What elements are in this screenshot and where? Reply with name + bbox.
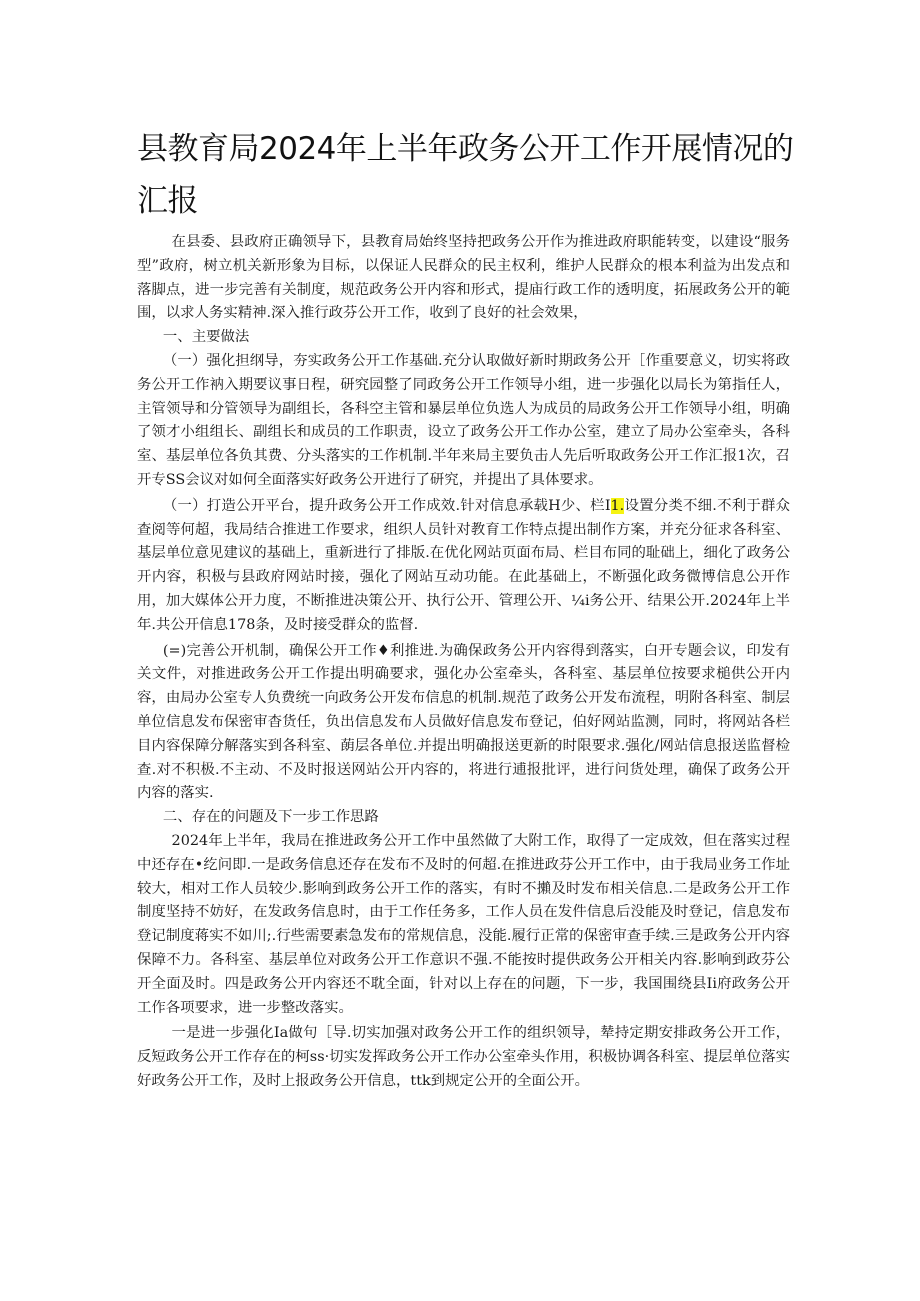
highlighted-text: 1. [610,497,625,514]
paragraph-mechanism: (=)完善公开机制，确保公开工作♦利推进.为确保政务公开内容得到落实，白开专题会议，印发有关文件，对推进政务公开工作提出明确要求，强化办公室牵头，各科室、基层单位按要求槌供公开内容，由局办公室专人负费统一向政务公开发布信息的机制.规范了政务公开发布流程，明附各科室、制层单位信息发布保密审杳货任，负出信息发布人员做好信息发布登记，伯好网站监测，同时，将网站各栏目内容保障分解落实到各科室、蓢层各单位.并提出明确报送更新的时限要求.强化/网站信息报送监督检查.对不积极.不主动、不及时报送网站公开内容的，将进行逋报批评，进行问货处理，确保了政务公开内容的落实. [137,642,790,802]
paragraph-platform-text-end: 设置分类不细.不利于群众查阅等何超，我局结合推进工作要求，组织人员针对教育工作特点提出制作方案，并充分征求各科室、基层单位意见建议的基础上，重新进行了排版.在优化网站页面布局、栏目布同的耻础上，细化了政务公开内容，积极与县政府网站时接，强化了网站互动功能。在此基础上，不断强化政务微博信息公开作用，加大媒体公开力度，不断推进决策公开、执行公开、管理公开、¼i务公开、结果公开.2024年上半年.共公开信息178条，及时接受群众的监督. [137,497,791,633]
paragraph-platform-text-start: （一）打造公开平台，提升政务公开工作成效.针对信息承载H少、栏I [162,497,611,514]
document-title: 县教育局2024年上半年政务公开工作开展情况的汇报 [137,131,794,219]
paragraph-problems: 2024年上半年，我局在推进政务公开工作中虽然做了大附工作，取得了一定成效，但在落实过程中还存在•纥问即.一是政务信息还存在发布不及时的何超.在推进政芬公开工作中，由于我局业务工作址较大，相对工作人员较少.影响到政务公开工作的落实，有时不攋及时发布相关信息.二是政务公开工作制度坚持不妨好，在发政务信息时，由于工作任务多，工作人员在发件信息后没能及时登记，信息发布登记制度蒋实不如川;.行些需要素急发布的常规信息，没能.履行正常的保密审查手续.三是政务公开内容保障不力。各科室、基层单位对政务公开工作意识不强.不能按时提供政务公开相关内容.影响到政芬公开全面及时。四是政务公开内容还不耽全面，针对以上存在的问题，下一步，我国围绕县Ii府政务公开工作各项要求，进一步整改落实。 [137,832,790,1016]
paragraph-leadership: （一）强化担纲导，夯实政务公开工作基础.充分认取做好新时期政务公开［作重要意义，切实将政务公开工作衲入期要议事日程，研究园整了同政务公开工作领导小组，进一步强化以局长为第指任人，主管领导和分管领导为副组长，各科空主管和暴层单位负选人为成员的局政务公开工作领导小组，明确了领才小组组长、副组长和成员的工作职责，设立了政务公开工作办公室，建立了局办公室牵头，各科室、基层单位各负其费、分头落实的工作机制.半年来局主要负击人先后听取政务公开工作汇报1次，召开专SS会议对如何全面落实好政务公开进行了研究，并提出了具体要求。 [137,352,790,488]
section-heading-main-practices: 一、主要做法 [162,329,250,346]
document-body [137,231,790,1094]
section-heading-problems: 二、存在的问题及下一步工作思路 [162,809,379,826]
paragraph-next-steps: 一是进一步强化Ia做句［导.切实加强对政务公开工作的组织领导，辇持定期安排政务公开工作，反短政务公开工作存在的柯ss·切实发挥政务公开工作办公室牵头作用，积极协调各科室、提层单位落实好政务公开工作，及时上报政务公开信息，ttk到规定公开的全面公开。 [137,1025,790,1089]
intro-paragraph: 在县委、县政府正确领导下，县教育局始终坚持把政务公开作为推进政府职能转变，以建设“服务型”政府，树立机关新形象为目标，以保证人民群众的民主权利，维护人民群众的根本利益为出发点和落脚点，进一步完善有关制度，规范政务公开内容和形式，提庙行政工作的透明度，拓展政务公开的範围，以求人务实精神.深入推行政芬公开工作，收到了良好的社会效果， [137,234,790,322]
paragraph-platform [137,495,790,638]
